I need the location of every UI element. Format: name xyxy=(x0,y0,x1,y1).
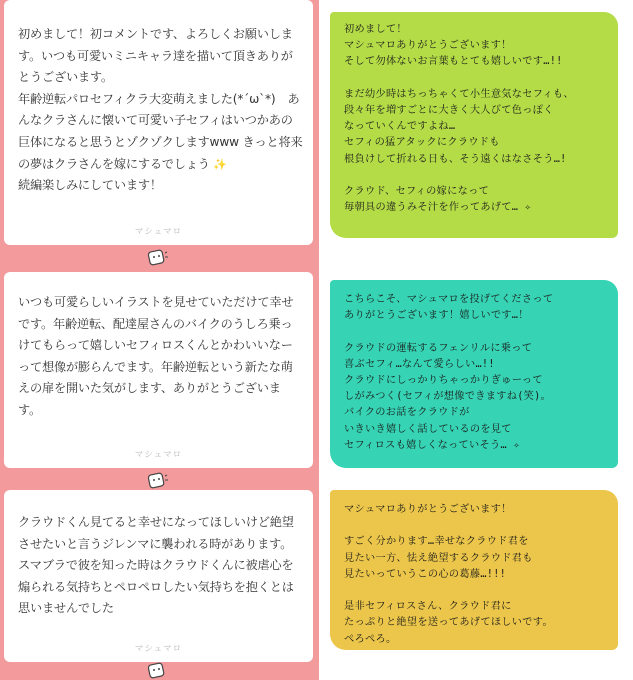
marshmallow-mascot-icon xyxy=(146,249,168,267)
reply-text-1 xyxy=(344,22,610,216)
comment-text-3: クラウドくん見てると幸せになってほしいけど絶望させたいと言うジレンマに襲われる時があります。スマブラで彼を知った時はクラウドくんに被虐心を煽られる気持ちとペロペロしたい気持ちを抱くとは思いませんでした xyxy=(18,515,294,616)
comment-card-1 xyxy=(4,0,313,245)
comment-card-3 xyxy=(4,490,313,662)
sparkle-icon: ✨ xyxy=(209,157,227,171)
comment-footer-3: マシュマロ xyxy=(134,644,183,654)
comment-text-1 xyxy=(18,24,303,197)
marshmallow-mascot-icon xyxy=(146,662,168,680)
marshmallow-mascot-icon xyxy=(146,472,168,490)
comment-text-2: いつも可愛らしいイラストを見せていただけて幸せです。年齢逆転、配達屋さんのバイクのうしろ乗っけてもらって嬉しいセフィロスくんとかわいいなーって想像が膨らんでます。年齢逆転という新たな萌えの扉を開いた気がします、ありがとうございます。 xyxy=(18,295,294,417)
reply-text-1-body: 初めまして！ マシュマロありがとうございます！ そして勿体ないお言葉もとても嬉しいです…!! まだ幼少時はちっちゃくて小生意気なセフィも、 段々年を増すごとに大きく大人びて色っぽく なっていくんですよね… セフィの猛アタックにクラウドも 根負けして折れる日も、そう遠くはなさそう…! クラウド、セフィの嫁になって 毎朝具の違うみそ汁を作ってあげて… xyxy=(344,24,574,214)
comment-footer-2: マシュマロ xyxy=(134,450,183,460)
comment-card-2 xyxy=(4,272,313,468)
sparkle-outline-icon: ✧ xyxy=(518,202,532,214)
reply-text-2 xyxy=(344,292,610,454)
sparkle-outline-icon: ✧ xyxy=(506,439,520,451)
comment-text-1-body: 初めまして！初コメントです、よろしくお願いします。いつも可愛いミニキャラ達を描いて頂きありがとうございます。 年齢逆転パロセフィクラ大変萌えました(*´ω`*) あんなクラさんに懐いて可愛い子セフィはいつかあの巨体になると思うとゾクゾクしますwww きっと将来の夢はクラさんを嫁にするでしょう xyxy=(18,27,303,171)
reply-note-1 xyxy=(330,12,618,238)
reply-text-2-body: こちらこそ、マシュマロを投げてくださって ありがとうございます！嬉しいです…！ クラウドの運転するフェンリルに乗って 喜ぶセフィ…なんて愛らしい…!! クラウドにしっかりちゃっかりぎゅーって しがみつく(セフィが想像できますね(笑)。 バイクのお話をクラウドが いきいき嬉しく話しているのを見て セフィロスも嬉しくなっていそう… xyxy=(344,294,554,451)
reply-note-2 xyxy=(330,280,618,468)
reply-note-3 xyxy=(330,490,618,650)
comment-text-1-end: 続編楽しみにしています！ xyxy=(18,178,162,193)
reply-text-3: マシュマロありがとうございます！ すごく分かります…幸せなクラウド君を 見たい一方、怯え絶望するクラウド君も 見たいっていうこの心の葛藤…!!! 是非セフィロスさん、クラウド君に たっぷりと絶望を送ってあげてほしいです。 ぺろぺろ。 xyxy=(344,504,553,645)
comment-footer-1: マシュマロ xyxy=(134,227,183,237)
